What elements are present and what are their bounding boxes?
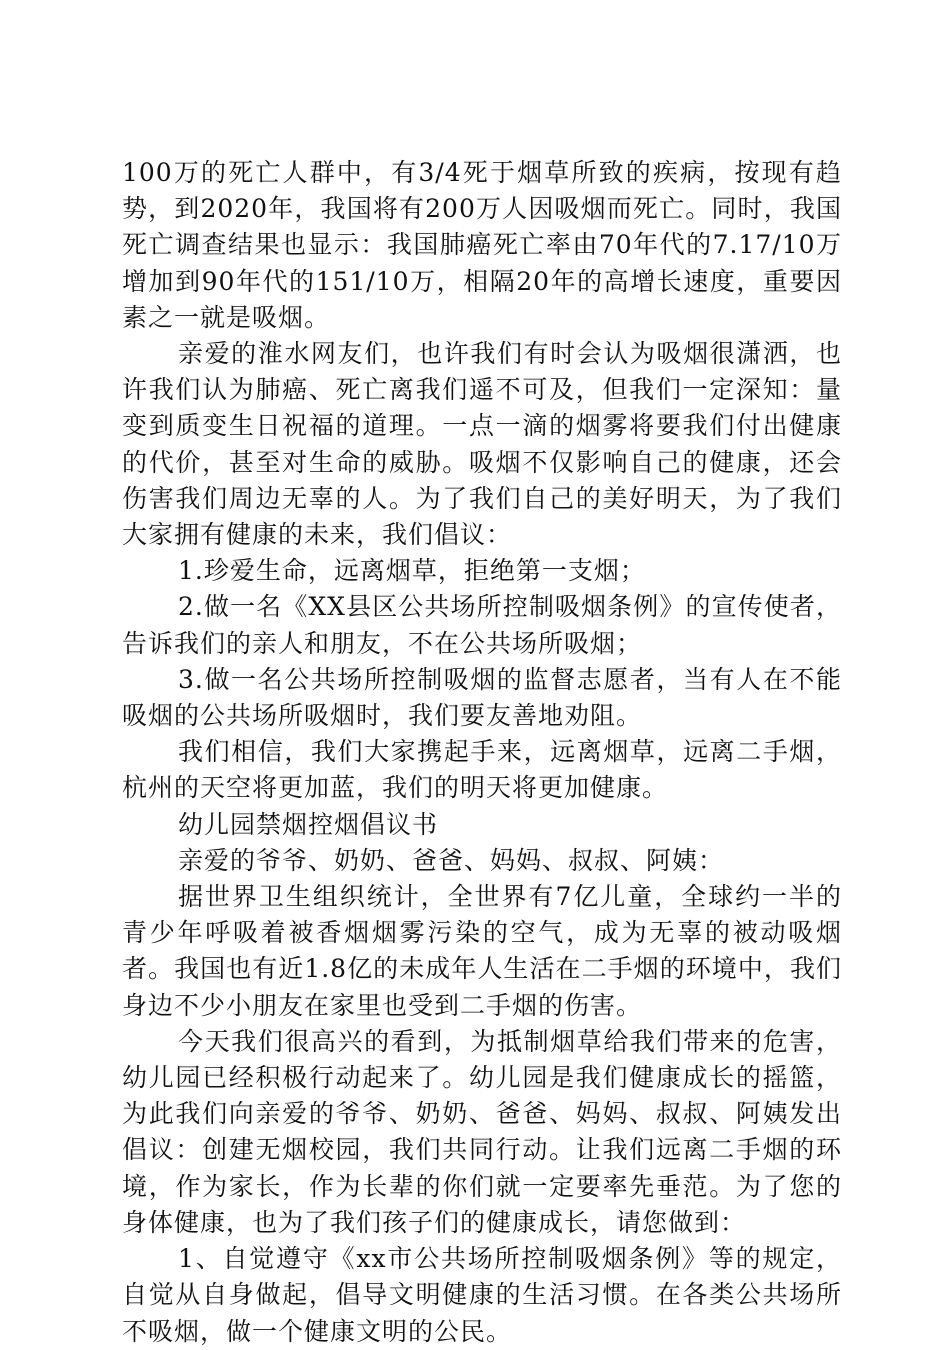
- list-item: 1、自觉遵守《xx市公共场所控制吸烟条例》等的规定，自觉从自身做起，倡导文明健康的生活习惯。在各类公共场所不吸烟，做一个健康文明的公民。: [122, 1244, 842, 1346]
- salutation: 亲爱的爷爷、奶奶、爸爸、妈妈、叔叔、阿姨：: [178, 845, 725, 875]
- paragraph-closing: 我们相信，我们大家携起手来，远离烟草，远离二手烟，杭州的天空将更加蓝，我们的明天将更加健康。: [122, 737, 842, 803]
- list-item: 3.做一名公共场所控制吸烟的监督志愿者，当有人在不能吸烟的公共场所吸烟时，我们要友善地劝阻。: [122, 664, 842, 731]
- paragraph-stats: 100万的死亡人群中，有3/4死于烟草所致的疾病，按现有趋势，到2020年，我国将有200万人因吸烟而死亡。同时，我国死亡调查结果也显示：我国肺癌死亡率由70年代的7.17/10万增加到90年代的151/10万，相隔20年的高增长速度，重要因素之一就是吸烟。: [122, 158, 842, 332]
- document-body: [122, 155, 842, 1350]
- section-title: 幼儿园禁烟控烟倡议书: [178, 809, 439, 839]
- paragraph-who-stats: 据世界卫生组织统计，全世界有7亿儿童，全球约一半的青少年呼吸着被香烟烟雾污染的空气，成为无辜的被动吸烟者。我国也有近1.8亿的未成年人生活在二手烟的环境中，我们身边不少小朋友在家里也受到二手烟的伤害。: [122, 882, 842, 1020]
- paragraph-appeal: 亲爱的淮水网友们，也许我们有时会认为吸烟很潇洒，也许我们认为肺癌、死亡离我们遥不可及，但我们一定深知：量变到质变生日祝福的道理。一点一滴的烟雾将要我们付出健康的代价，甚至对生命的威胁。吸烟不仅影响自己的健康，还会伤害我们周边无辜的人。为了我们自己的美好明天，为了我们大家拥有健康的未来，我们倡议：: [122, 339, 842, 550]
- list-item: 2.做一名《XX县区公共场所控制吸烟条例》的宣传使者，告诉我们的亲人和朋友，不在公共场所吸烟；: [122, 592, 842, 658]
- paragraph-kindergarten: 今天我们很高兴的看到，为抵制烟草给我们带来的危害，幼儿园已经积极行动起来了。幼儿园是我们健康成长的摇篮，为此我们向亲爱的爷爷、奶奶、爸爸、妈妈、叔叔、阿姨发出倡议：创建无烟校园，我们共同行动。让我们远离二手烟的环境，作为家长，作为长辈的你们就一定要率先垂范。为了您的身体健康，也为了我们孩子们的健康成长，请您做到：: [122, 1026, 842, 1237]
- list-item: 1.珍爱生命，远离烟草，拒绝第一支烟；: [178, 556, 646, 586]
